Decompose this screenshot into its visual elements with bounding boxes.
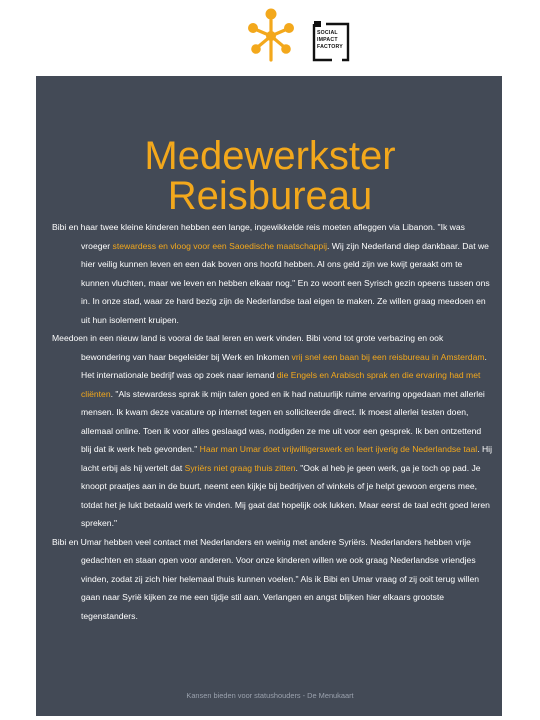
paragraph-text: Meedoen in een nieuw land is vooral de taal leren en werk vinden. Bibi vond tot grote verbazing en ook bewondering van haar begeleider bij Werk en Inkomen	[52, 333, 444, 362]
logo-line-social: SOCIAL	[317, 30, 338, 36]
highlighted-text: Syriërs niet graag thuis zitten	[184, 462, 296, 473]
article-body	[52, 218, 492, 625]
article-paragraph	[52, 533, 492, 626]
paragraph-text: . Wij zijn Nederland diep dankbaar. Dat we hier veilig kunnen leven en een dak boven ons hoofd hebben. Al ons geld zijn we kwijt geraakt om te kunnen vluchten, maar we leven en hebben elkaar nog." En zo woont een Syrisch gezin opeens tussen ons in. In onze stad, waar ze hard bezig zijn de Nederlandse taal eigen te maken. Ze willen graag meedoen en uit hun isolement kruipen.	[81, 240, 490, 325]
paragraph-text: . "Als stewardess sprak ik mijn talen goed en ik had natuurlijk ruime ervaring opgedaan met allerlei mensen. Ik kwam deze vacature op internet tegen en solliciteerde direct. Ik moest allerlei testen doen, allemaal online. Toen ik voor alles geslaagd was, nodigden ze me uit voor een gesprek. Ik ben ontzettend blij dat ik werk heb gevonden."	[81, 388, 485, 454]
article-paragraph	[52, 218, 492, 329]
paragraph-text: Bibi en Umar hebben veel contact met Nederlanders en weinig met andere Syriërs. Nederlanders hebben vrije gedachten en staan open voor anderen. Voor onze kinderen willen we ook graag Nederlandse vriendjes vinden, zodat zij zich hier helemaal thuis kunnen voelen." Als ik Bibi en Umar vraag of zij ooit terug willen gaan naar Syrië kijken ze me een tijdje stil aan. Verlangen en angst blijken hier elkaars grootste tegenstanders.	[52, 536, 480, 621]
logo-line-impact: IMPACT	[317, 37, 338, 43]
paragraph-text: . Hij lacht erbij als hij vertelt dat	[81, 444, 492, 473]
paragraph-text: . Het internationale bedrijf was op zoek naar iemand	[81, 351, 487, 380]
logo-line-factory: FACTORY	[317, 44, 343, 50]
page-title	[0, 136, 540, 216]
highlighted-text: Haar man Umar doet vrijwilligerswerk en leert ijverig de Nederlandse taal	[199, 444, 478, 454]
title-line-2: Reisbureau	[167, 174, 373, 218]
highlighted-text: vrij snel een baan bij een reisbureau in Amsterdam	[291, 351, 485, 362]
social-impact-factory-logo	[312, 20, 352, 70]
title-line-1: Medewerkster	[144, 134, 396, 178]
paragraph-text: . "Ook al heb je geen werk, ga je toch op pad. Je knoopt praatjes aan in de buurt, neemt een kijkje bij bedrijven of winkels of je helpt gewoon ergens mee, totdat het je lukt betaald werk te vinden. Mij gaat dat hopelijk ook lukken. Maar eerst de taal echt goed leren spreken."	[81, 462, 490, 528]
highlighted-text: stewardess en vloog voor een Saoedische maatschappij	[112, 240, 328, 251]
flower-logo-icon	[247, 6, 295, 64]
article-paragraph	[52, 329, 492, 533]
page-footer: Kansen bieden voor statushouders - De Menukaart	[186, 691, 354, 700]
paragraph-text: Bibi en haar twee kleine kinderen hebben een lange, ingewikkelde reis moeten afleggen via Libanon. "Ik was vroeger	[52, 222, 465, 251]
highlighted-text: die Engels en Arabisch sprak en die ervaring had met cliënten	[81, 370, 481, 399]
